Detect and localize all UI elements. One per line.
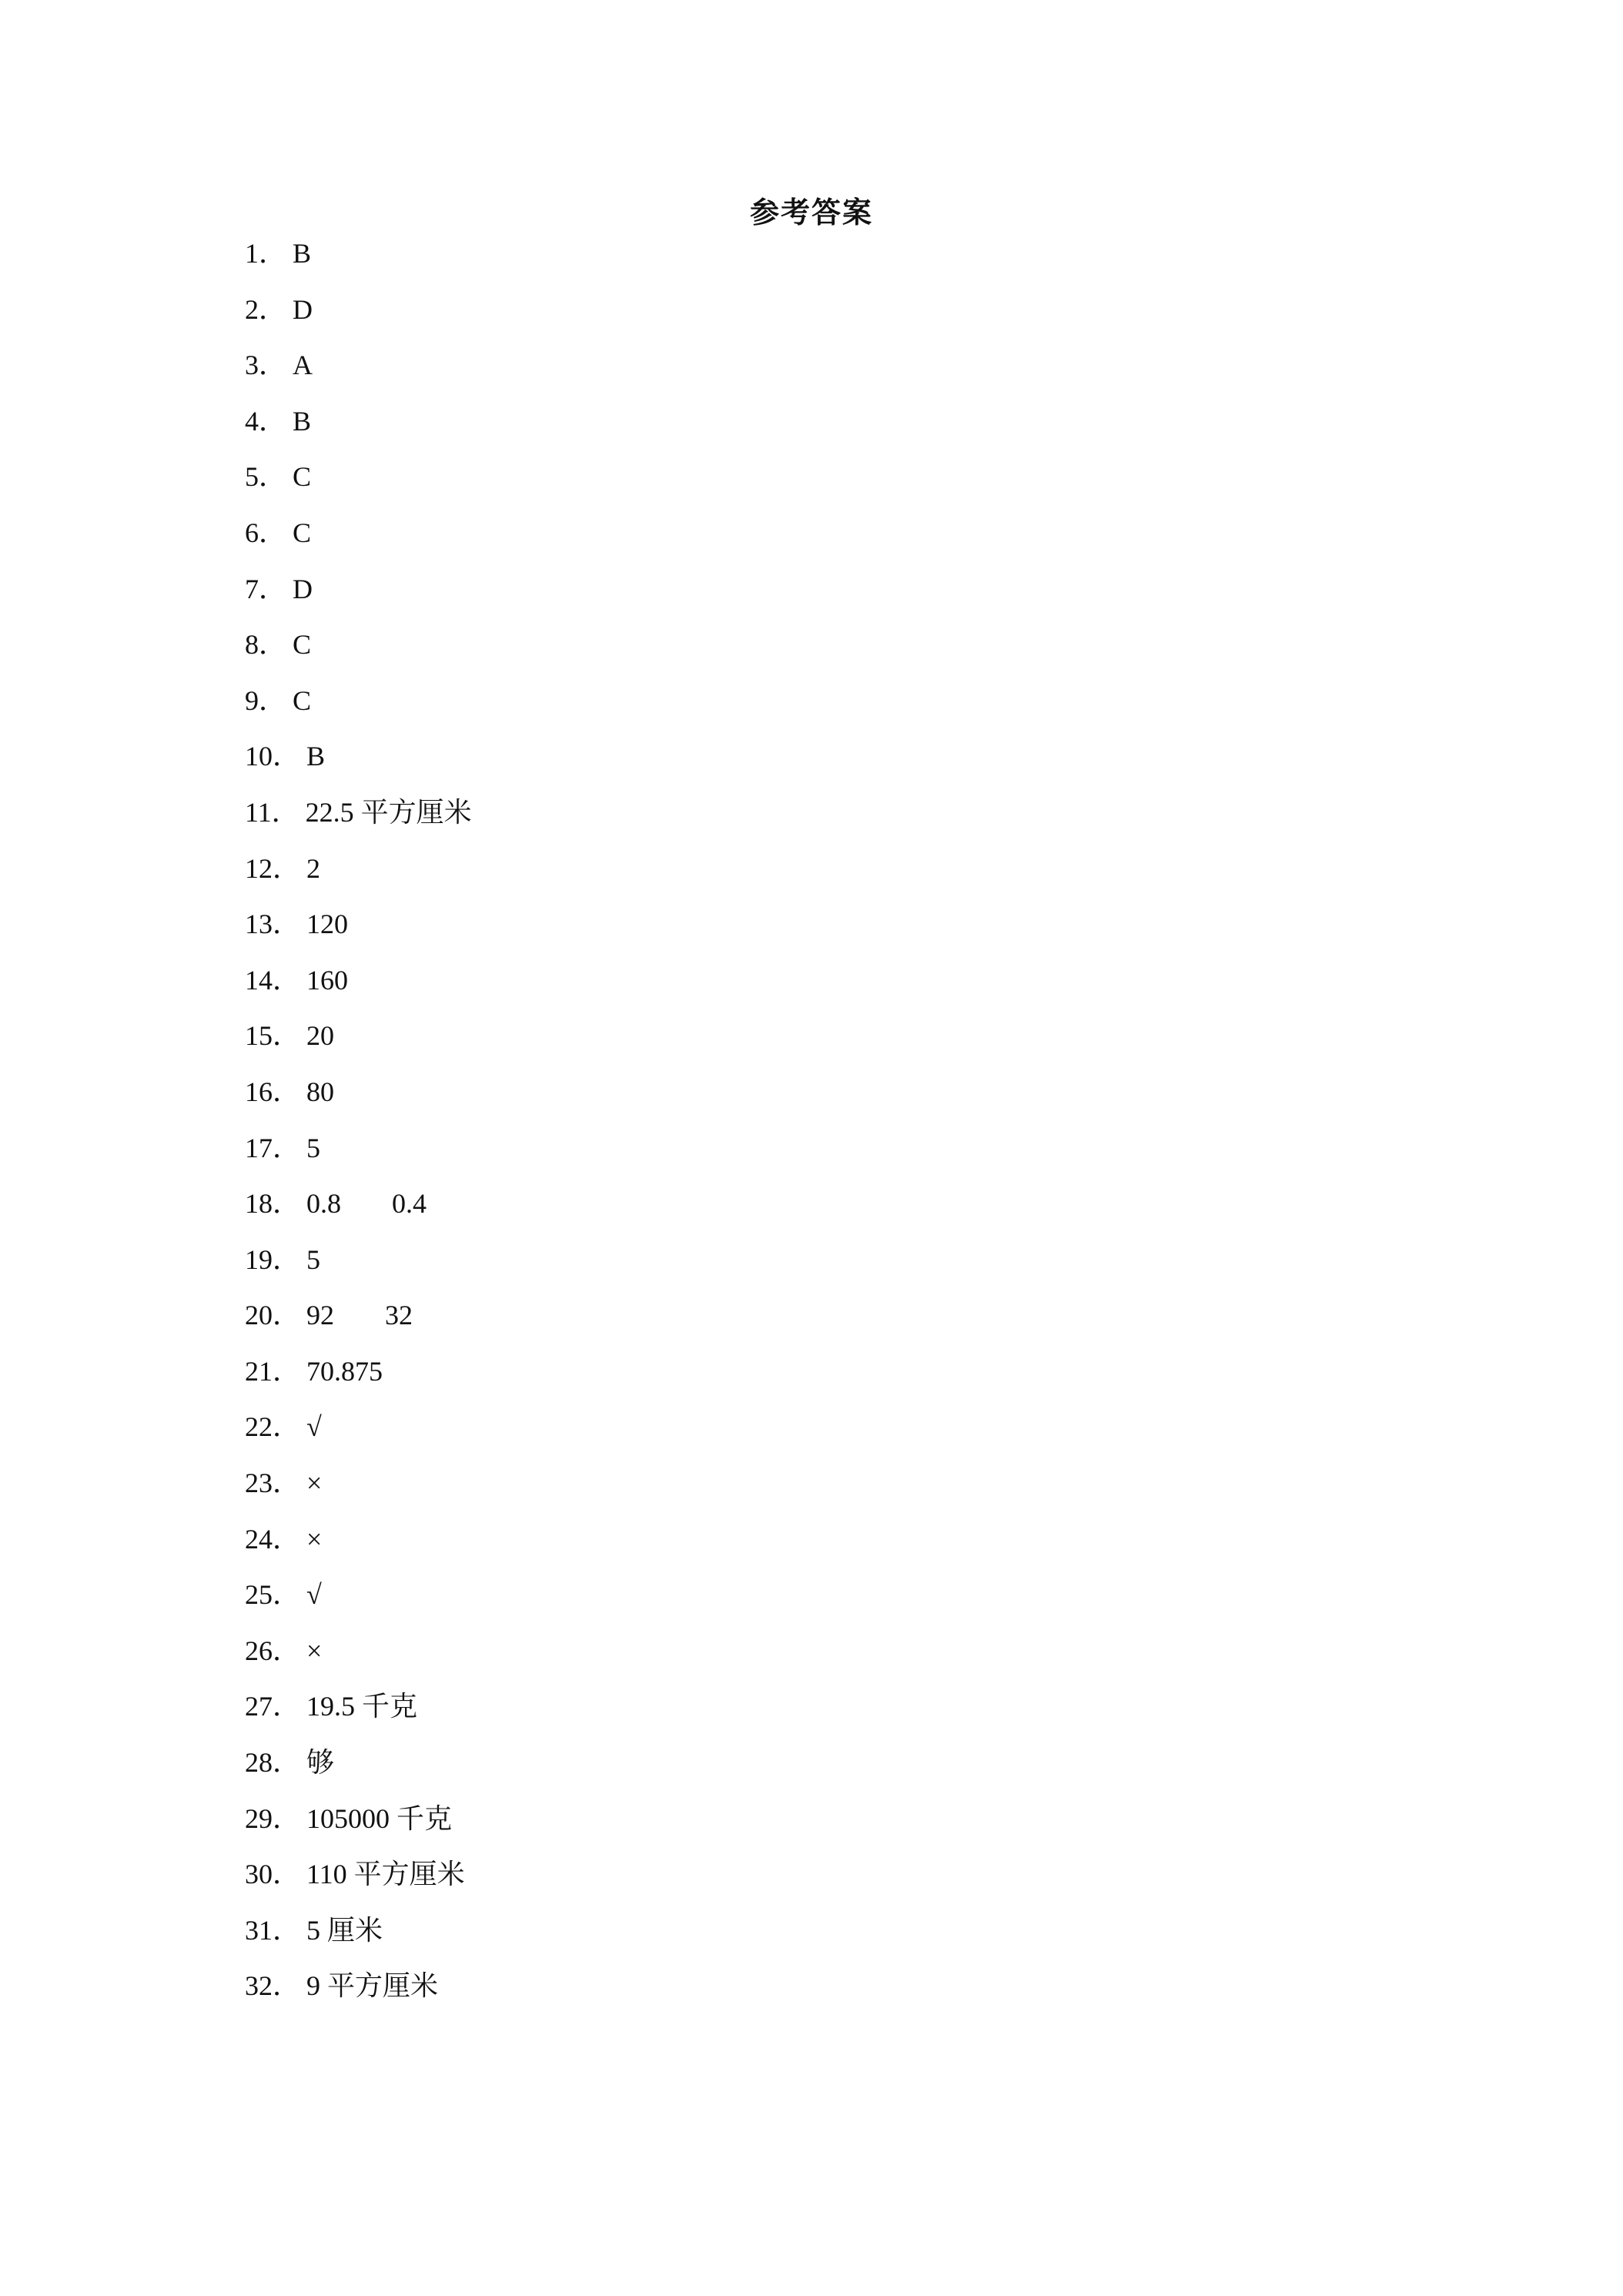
answer-item bbox=[245, 347, 1400, 403]
answer-item bbox=[245, 1577, 1400, 1633]
answer-value: D bbox=[293, 573, 313, 604]
answer-number: 9． bbox=[245, 684, 287, 716]
answer-item bbox=[245, 292, 1400, 348]
answer-item bbox=[245, 906, 1400, 962]
answer-value: 80 bbox=[306, 1076, 335, 1107]
answer-item bbox=[245, 459, 1400, 515]
answer-item bbox=[245, 1689, 1400, 1745]
answer-number: 25． bbox=[245, 1579, 301, 1611]
answer-item bbox=[245, 1018, 1400, 1074]
answer-item bbox=[245, 236, 1400, 292]
answer-value: 19.5 千克 bbox=[306, 1691, 418, 1722]
answer-value: C bbox=[293, 684, 312, 716]
answer-item bbox=[245, 1856, 1400, 1913]
answer-item bbox=[245, 571, 1400, 628]
answer-number: 6． bbox=[245, 517, 287, 548]
answer-number: 14． bbox=[245, 964, 301, 996]
answer-number: 20． bbox=[245, 1300, 301, 1331]
answer-item bbox=[245, 403, 1400, 460]
answer-number: 26． bbox=[245, 1635, 301, 1666]
answer-value: × bbox=[306, 1468, 323, 1499]
answer-value: 120 bbox=[306, 909, 349, 940]
answer-number: 24． bbox=[245, 1523, 301, 1555]
answer-value: 70.875 bbox=[306, 1355, 383, 1387]
page-title: 参考答案 bbox=[749, 197, 873, 229]
answer-number: 22． bbox=[245, 1411, 301, 1443]
answer-number: 21． bbox=[245, 1355, 301, 1387]
answer-item bbox=[245, 1074, 1400, 1130]
answer-item bbox=[245, 1409, 1400, 1465]
answer-number: 17． bbox=[245, 1132, 301, 1163]
answer-value: 22.5 平方厘米 bbox=[305, 796, 472, 828]
answer-value: 160 bbox=[306, 964, 349, 996]
answer-item bbox=[245, 1465, 1400, 1521]
answer-value: 够 bbox=[306, 1747, 335, 1779]
answer-value: B bbox=[293, 405, 312, 437]
answer-item bbox=[245, 1633, 1400, 1689]
answer-item bbox=[245, 1130, 1400, 1186]
answer-value: 0.8 bbox=[306, 1188, 342, 1220]
answer-number: 3． bbox=[245, 350, 287, 381]
answer-value: 9 平方厘米 bbox=[306, 1970, 439, 2002]
answer-number: 30． bbox=[245, 1859, 301, 1890]
answer-number: 7． bbox=[245, 573, 287, 604]
answer-item bbox=[245, 683, 1400, 739]
answer-item bbox=[245, 1745, 1400, 1801]
answer-number: 27． bbox=[245, 1691, 301, 1722]
answer-number: 15． bbox=[245, 1020, 301, 1052]
answer-item bbox=[245, 962, 1400, 1019]
answer-value: 5 厘米 bbox=[306, 1914, 383, 1946]
answer-number: 10． bbox=[245, 741, 301, 772]
answer-value: 5 bbox=[306, 1243, 321, 1275]
answer-value: 2 bbox=[306, 852, 321, 884]
answer-item bbox=[245, 1297, 1400, 1354]
answer-item bbox=[245, 1913, 1400, 1969]
answer-number: 5． bbox=[245, 461, 287, 493]
answer-value: × bbox=[306, 1523, 323, 1555]
answer-number: 29． bbox=[245, 1802, 301, 1834]
answer-item bbox=[245, 515, 1400, 571]
answer-value: B bbox=[293, 238, 312, 269]
answer-number: 19． bbox=[245, 1243, 301, 1275]
answer-item bbox=[245, 627, 1400, 683]
answer-number: 23． bbox=[245, 1468, 301, 1499]
answer-item bbox=[245, 738, 1400, 795]
answer-number: 4． bbox=[245, 405, 287, 437]
answer-number: 13． bbox=[245, 909, 301, 940]
answer-number: 11． bbox=[245, 796, 300, 828]
answer-number: 16． bbox=[245, 1076, 301, 1107]
answer-value: C bbox=[293, 629, 312, 661]
answer-value: 105000 千克 bbox=[306, 1802, 453, 1834]
answer-value-second: 32 bbox=[385, 1300, 413, 1331]
answer-value: C bbox=[293, 461, 312, 493]
answer-value: C bbox=[293, 517, 312, 548]
answer-number: 12． bbox=[245, 852, 301, 884]
answer-item bbox=[245, 1354, 1400, 1410]
answer-item bbox=[245, 795, 1400, 851]
answer-number: 31． bbox=[245, 1914, 301, 1946]
answer-number: 8． bbox=[245, 629, 287, 661]
answer-value: B bbox=[306, 741, 326, 772]
answer-item bbox=[245, 1521, 1400, 1578]
answer-value: √ bbox=[306, 1579, 322, 1611]
answer-item bbox=[245, 1968, 1400, 2024]
answer-item bbox=[245, 1242, 1400, 1298]
answer-value: × bbox=[306, 1635, 323, 1666]
answer-value: √ bbox=[306, 1411, 322, 1443]
answer-number: 1． bbox=[245, 238, 287, 269]
answer-list bbox=[245, 236, 1400, 2024]
answer-value: 5 bbox=[306, 1132, 321, 1163]
answer-value: A bbox=[293, 350, 313, 381]
answer-value: D bbox=[293, 293, 313, 325]
answer-number: 2． bbox=[245, 293, 287, 325]
answer-number: 28． bbox=[245, 1747, 301, 1779]
answer-value: 92 bbox=[306, 1300, 335, 1331]
answer-number: 18． bbox=[245, 1188, 301, 1220]
answer-item bbox=[245, 1186, 1400, 1242]
answer-number: 32． bbox=[245, 1970, 301, 2002]
answer-item bbox=[245, 1801, 1400, 1857]
answer-value: 20 bbox=[306, 1020, 335, 1052]
answer-value: 110 平方厘米 bbox=[306, 1859, 465, 1890]
answer-value-second: 0.4 bbox=[392, 1188, 427, 1220]
answer-item bbox=[245, 851, 1400, 907]
